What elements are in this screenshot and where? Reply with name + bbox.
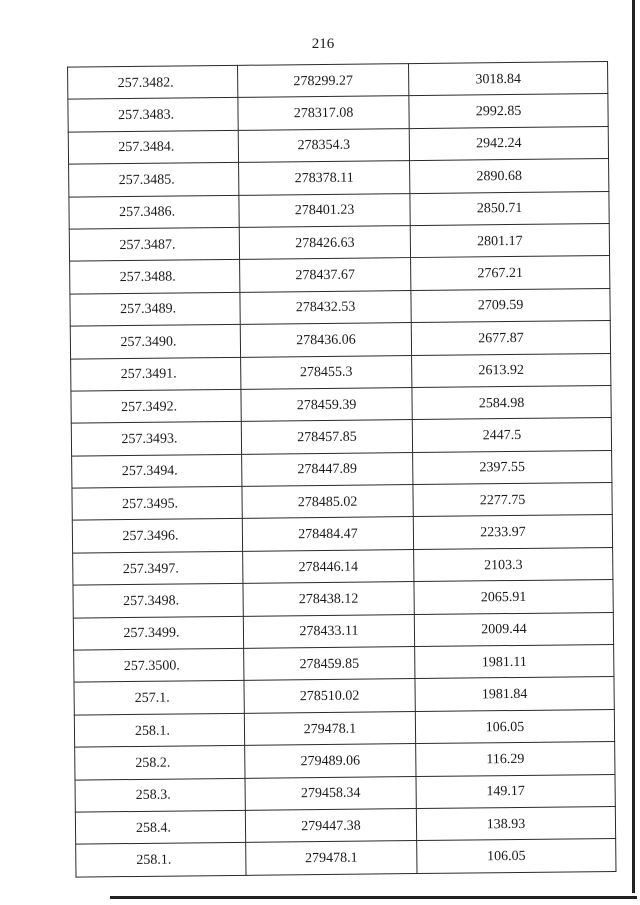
table-cell-point-id: 257.3495. — [72, 486, 242, 520]
table-cell-point-id: 257.1. — [74, 681, 244, 715]
table-cell-point-id: 258.3. — [75, 778, 245, 812]
table-cell-x-coordinate: 278299.27 — [238, 64, 409, 98]
table-cell-x-coordinate: 278446.14 — [243, 549, 414, 583]
table-cell-y-coordinate: 149.17 — [416, 774, 615, 808]
table-cell-point-id: 257.3482. — [68, 65, 238, 99]
table-cell-point-id: 257.3483. — [68, 98, 238, 132]
table-cell-y-coordinate: 2850.71 — [410, 191, 609, 225]
table-cell-point-id: 257.3500. — [74, 648, 244, 682]
table-cell-y-coordinate: 2613.92 — [412, 353, 611, 387]
table-cell-point-id: 257.3496. — [72, 519, 242, 553]
table-cell-x-coordinate: 278317.08 — [238, 96, 409, 130]
table-cell-x-coordinate: 279478.1 — [246, 841, 417, 875]
coordinates-table-container — [67, 61, 578, 869]
table-cell-y-coordinate: 106.05 — [417, 839, 616, 873]
table-cell-x-coordinate: 278426.63 — [239, 226, 410, 260]
table-cell-y-coordinate: 2584.98 — [412, 385, 611, 419]
table-cell-point-id: 257.3490. — [70, 324, 240, 358]
table-cell-x-coordinate: 278401.23 — [239, 193, 410, 227]
table-cell-x-coordinate: 278510.02 — [244, 679, 415, 713]
table-cell-y-coordinate: 2801.17 — [410, 223, 609, 257]
table-cell-y-coordinate: 116.29 — [416, 742, 615, 776]
table-cell-point-id: 257.3499. — [73, 616, 243, 650]
table-body — [68, 61, 616, 876]
table-cell-x-coordinate: 278378.11 — [239, 161, 410, 195]
table-cell-x-coordinate: 278459.85 — [244, 647, 415, 681]
table-cell-point-id: 257.3488. — [70, 260, 240, 294]
table-cell-x-coordinate: 278432.53 — [240, 290, 411, 324]
page-number: 216 — [311, 36, 335, 52]
table-cell-point-id: 257.3485. — [69, 163, 239, 197]
table-cell-y-coordinate: 138.93 — [416, 806, 615, 840]
table-cell-x-coordinate: 278447.89 — [242, 452, 413, 486]
table-cell-y-coordinate: 2677.87 — [411, 321, 610, 355]
table-cell-point-id: 257.3489. — [70, 292, 240, 326]
table-cell-point-id: 257.3484. — [68, 130, 238, 164]
table-cell-x-coordinate: 278354.3 — [238, 128, 409, 162]
table-cell-point-id: 257.3486. — [69, 195, 239, 229]
table-cell-y-coordinate: 2103.3 — [414, 547, 613, 581]
table-cell-y-coordinate: 2277.75 — [413, 483, 612, 517]
table-cell-x-coordinate: 278485.02 — [242, 485, 413, 519]
table-cell-x-coordinate: 278436.06 — [240, 323, 411, 357]
table-cell-x-coordinate: 278455.3 — [241, 355, 412, 389]
table-cell-x-coordinate: 278484.47 — [242, 517, 413, 551]
table-cell-y-coordinate: 2233.97 — [413, 515, 612, 549]
table-cell-x-coordinate: 279489.06 — [245, 744, 416, 778]
table-cell-x-coordinate: 279458.34 — [245, 776, 416, 810]
table-cell-point-id: 257.3493. — [71, 422, 241, 456]
table-cell-y-coordinate: 2942.24 — [409, 126, 608, 160]
table-cell-y-coordinate: 2447.5 — [412, 418, 611, 452]
table-cell-y-coordinate: 2992.85 — [409, 94, 608, 128]
table-cell-x-coordinate: 278437.67 — [240, 258, 411, 292]
table-cell-y-coordinate: 106.05 — [415, 709, 614, 743]
table-cell-y-coordinate: 3018.84 — [409, 61, 608, 95]
table-cell-x-coordinate: 278457.85 — [241, 420, 412, 454]
table-cell-point-id: 258.4. — [75, 810, 245, 844]
table-cell-x-coordinate: 278459.39 — [241, 387, 412, 421]
table-cell-x-coordinate: 278438.12 — [243, 582, 414, 616]
table-cell-y-coordinate: 2065.91 — [414, 580, 613, 614]
table-cell-point-id: 257.3491. — [71, 357, 241, 391]
table-cell-point-id: 258.1. — [74, 713, 244, 747]
scan-edge-right — [632, 0, 635, 893]
table-cell-point-id: 258.1. — [76, 843, 246, 877]
table-cell-point-id: 257.3487. — [69, 227, 239, 261]
table-cell-y-coordinate: 2767.21 — [411, 256, 610, 290]
table-cell-point-id: 257.3498. — [73, 584, 243, 618]
table-row — [76, 839, 616, 877]
table-cell-point-id: 257.3497. — [73, 551, 243, 585]
table-cell-point-id: 257.3494. — [72, 454, 242, 488]
coordinates-table — [67, 61, 616, 877]
table-cell-y-coordinate: 2709.59 — [411, 288, 610, 322]
table-cell-y-coordinate: 2009.44 — [414, 612, 613, 646]
table-cell-x-coordinate: 279478.1 — [244, 711, 415, 745]
table-cell-point-id: 257.3492. — [71, 389, 241, 423]
table-cell-x-coordinate: 279447.38 — [245, 809, 416, 843]
table-cell-x-coordinate: 278433.11 — [243, 614, 414, 648]
table-cell-y-coordinate: 2890.68 — [410, 159, 609, 193]
table-cell-y-coordinate: 1981.11 — [415, 644, 614, 678]
table-cell-y-coordinate: 1981.84 — [415, 677, 614, 711]
table-cell-y-coordinate: 2397.55 — [413, 450, 612, 484]
table-cell-point-id: 258.2. — [75, 746, 245, 780]
scan-edge-bottom — [110, 896, 637, 899]
